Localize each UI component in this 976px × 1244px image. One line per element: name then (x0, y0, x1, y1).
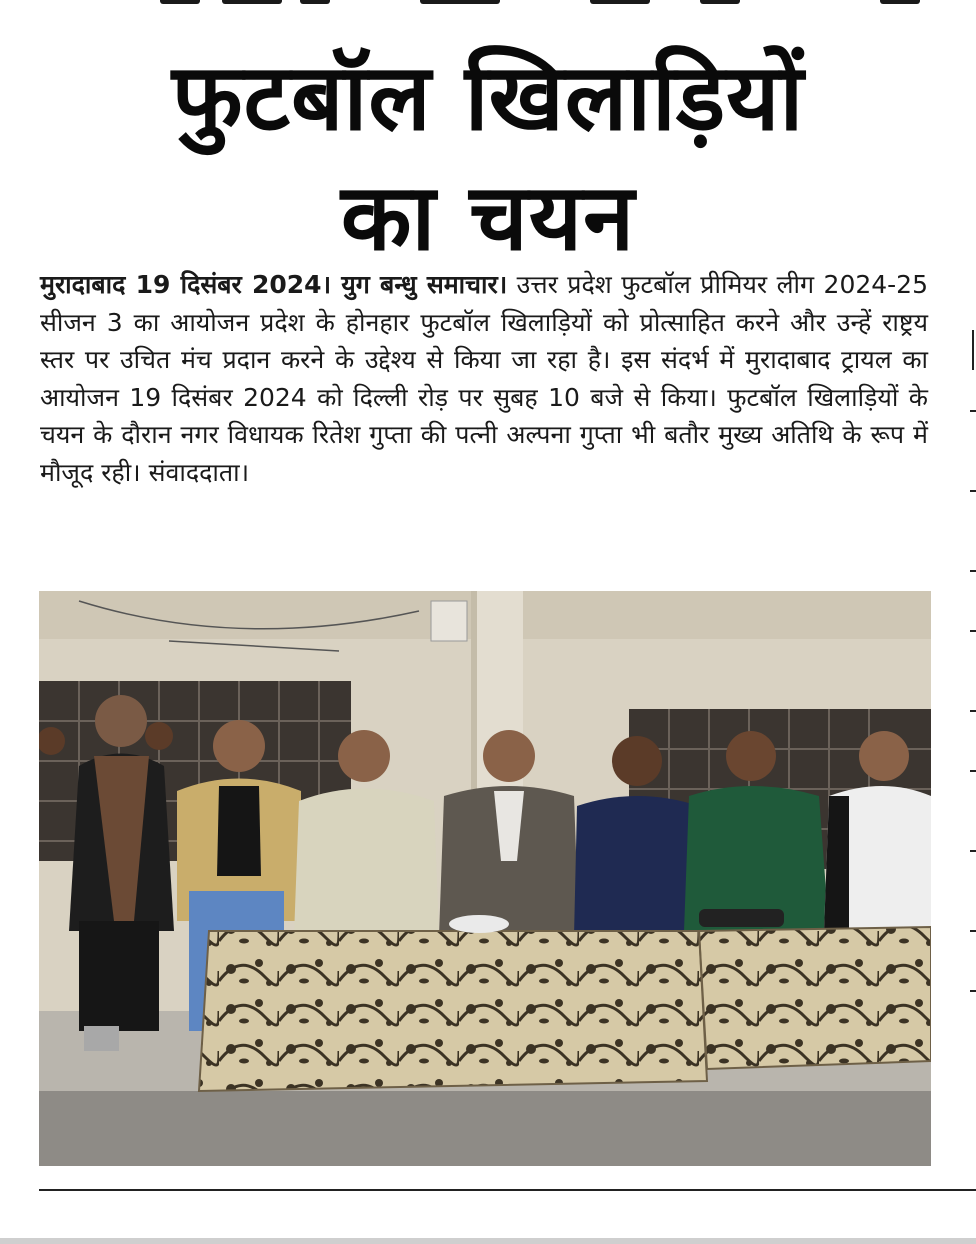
article-headline-line-2: का चयन (340, 164, 636, 271)
adjacent-column-edge (966, 330, 976, 1050)
clipped-previous-headline (0, 0, 976, 12)
article-body (40, 266, 928, 491)
page-bottom-band (0, 1238, 976, 1244)
article-headline-line-1: फुटबॉल खिलाड़ियों (171, 44, 805, 151)
article-body-text: उत्तर प्रदेश फुटबॉल प्रीमियर लीग 2024-25 सीजन 3 का आयोजन प्रदेश के होनहार फुटबॉल खिलाड़ियों को प्रोत्साहित करने और उन्हें राष्ट्रय स्तर पर उचित मंच प्रदान करने के उद्देश्य से किया जा रहा है। इस संदर्भ में मुरादाबाद ट्रायल का आयोजन 19 दिसंबर 2024 को दिल्ली रोड़ पर सुबह 10 बजे से किया। फुटबॉल खिलाड़ियों के चयन के दौरान नगर विधायक रितेश गुप्ता की पत्नी अल्पना गुप्ता भी बतौर मुख्य अतिथि के रूप में मौजूद रही। संवाददाता। (40, 270, 928, 487)
column-rule (39, 1189, 976, 1191)
article-dateline: मुरादाबाद 19 दिसंबर 2024। युग बन्धु समाचार। (40, 270, 508, 299)
event-photo (39, 591, 931, 1166)
